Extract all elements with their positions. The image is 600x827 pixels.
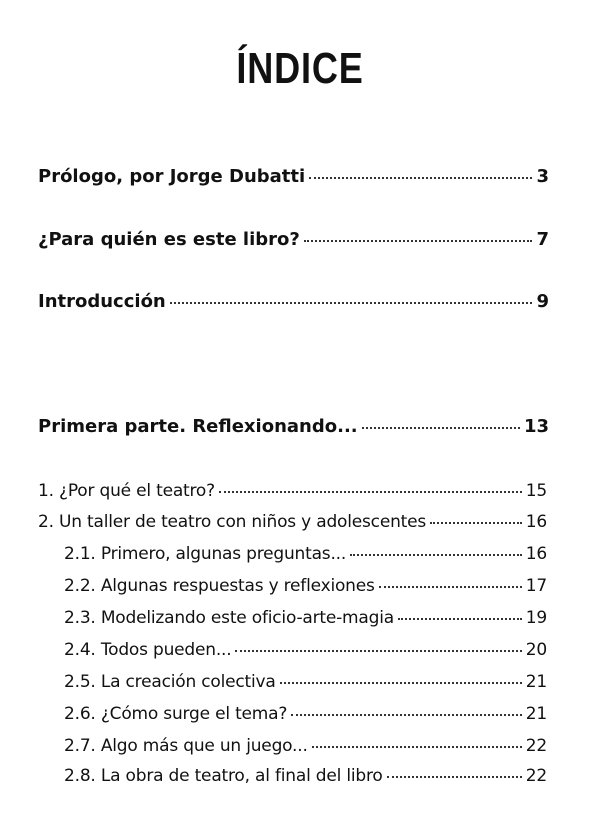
dot-leader (362, 427, 520, 429)
toc-chapter-2 (38, 512, 547, 532)
toc-entry-label: Prólogo, por Jorge Dubatti (38, 166, 306, 187)
toc-entry-label: 2.8. La obra de teatro, al final del libro (64, 766, 383, 786)
toc-entry-page: 9 (536, 291, 549, 312)
dot-leader (430, 522, 522, 524)
dot-leader (304, 240, 533, 242)
toc-entry-page: 13 (523, 416, 549, 437)
toc-entry-page: 3 (536, 166, 549, 187)
toc-entry-introduccion (38, 291, 549, 312)
toc-entry-page: 22 (525, 766, 547, 786)
toc-entry-prologo (38, 166, 549, 187)
toc-section-2-5 (64, 672, 547, 692)
toc-entry-label: 2.5. La creación colectiva (64, 672, 276, 692)
toc-section-2-2 (64, 576, 547, 596)
toc-entry-page: 16 (525, 512, 547, 532)
toc-entry-page: 22 (525, 736, 547, 756)
toc-entry-label: 2. Un taller de teatro con niños y adolescentes (38, 512, 427, 532)
toc-entry-label: Introducción (38, 291, 166, 312)
toc-entry-label: 2.4. Todos pueden... (64, 640, 232, 660)
toc-entry-page: 7 (536, 229, 549, 250)
toc-entry-page: 21 (525, 672, 547, 692)
toc-entry-page: 15 (525, 481, 547, 501)
toc-section-2-8 (64, 766, 547, 786)
toc-entry-label: 2.7. Algo más que un juego... (64, 736, 308, 756)
toc-entry-label: ¿Para quién es este libro? (38, 229, 300, 250)
dot-leader (387, 776, 522, 778)
toc-entry-page: 17 (525, 576, 547, 596)
toc-entry-label: 2.6. ¿Cómo surge el tema? (64, 704, 288, 724)
toc-entry-label: 1. ¿Por qué el teatro? (38, 481, 215, 501)
dot-leader (280, 682, 522, 684)
dot-leader (398, 618, 522, 620)
dot-leader (379, 586, 522, 588)
dot-leader (170, 302, 533, 304)
dot-leader (219, 491, 522, 493)
toc-entry-label: Primera parte. Reflexionando... (38, 416, 358, 437)
toc-entry-label: 2.3. Modelizando este oficio-arte-magia (64, 608, 394, 628)
toc-section-2-7 (64, 736, 547, 756)
toc-entry-page: 20 (525, 640, 547, 660)
dot-leader (312, 746, 522, 748)
toc-section-2-6 (64, 704, 547, 724)
toc-entry-label: 2.1. Primero, algunas preguntas... (64, 544, 347, 564)
toc-chapter-1 (38, 481, 547, 501)
toc-entry-para-quien (38, 229, 549, 250)
dot-leader (291, 714, 522, 716)
dot-leader (350, 554, 522, 556)
toc-section-2-3 (64, 608, 547, 628)
toc-entry-page: 21 (525, 704, 547, 724)
toc-section-2-1 (64, 544, 547, 564)
page-title: ÍNDICE (236, 44, 364, 93)
toc-part-heading (38, 416, 549, 437)
toc-entry-page: 19 (525, 608, 547, 628)
toc-entry-label: 2.2. Algunas respuestas y reflexiones (64, 576, 375, 596)
toc-entry-page: 16 (525, 544, 547, 564)
dot-leader (235, 650, 521, 652)
dot-leader (309, 177, 532, 179)
toc-section-2-4 (64, 640, 547, 660)
